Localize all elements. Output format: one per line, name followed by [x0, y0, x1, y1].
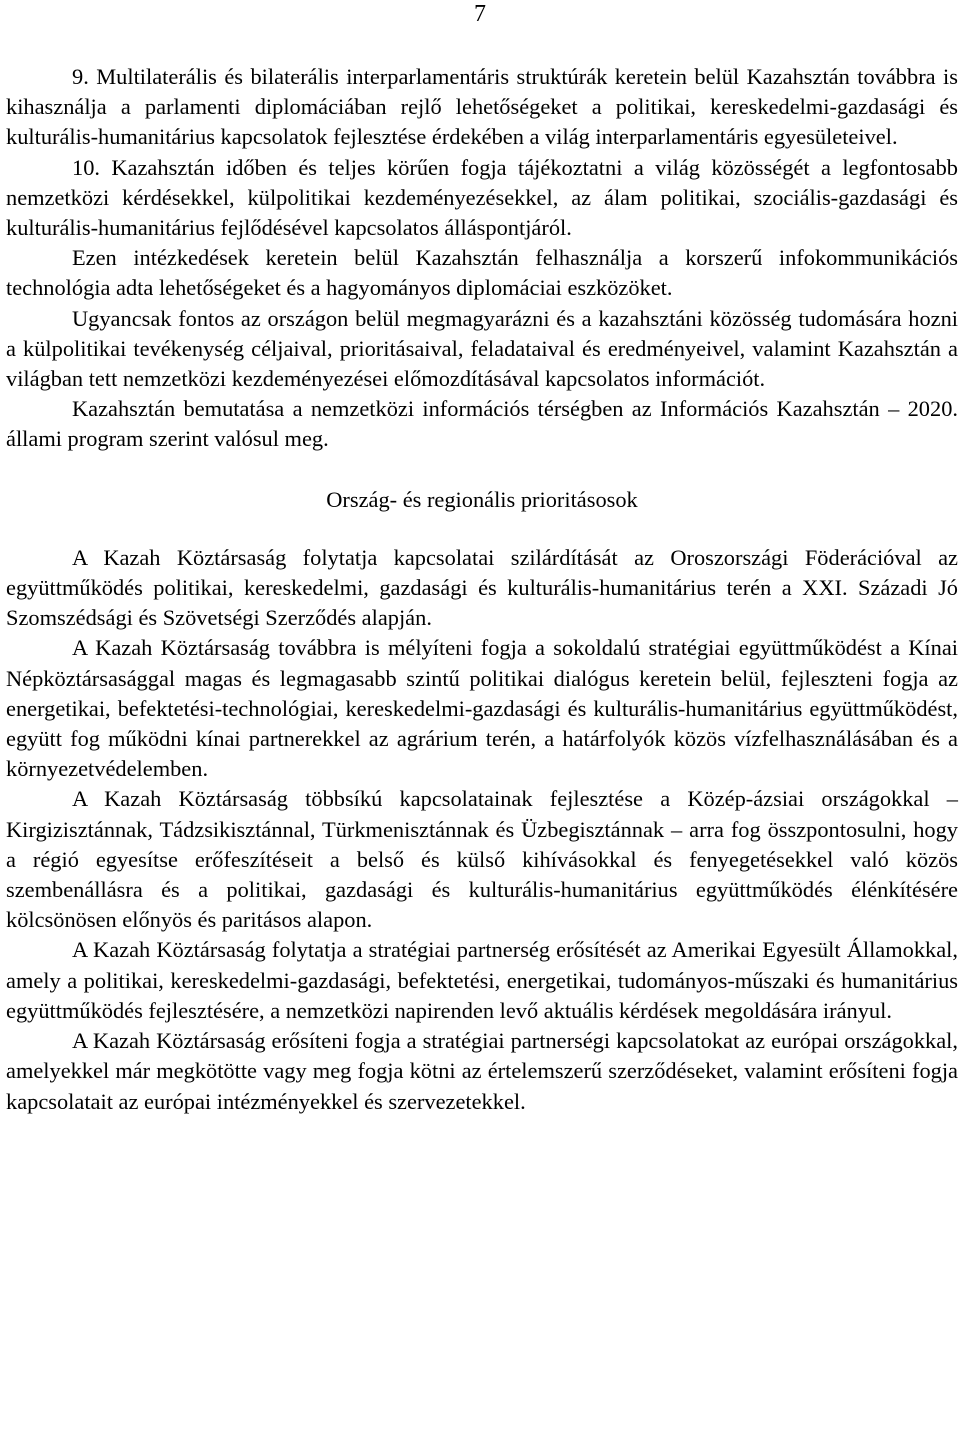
document-body — [6, 62, 958, 1117]
section-heading: Ország- és regionális prioritásosok — [326, 486, 638, 512]
paragraph-9: 9. Multilaterális és bilaterális interparlamentáris struktúrák keretein belül Kazahsztán továbbra is kihasználja a parlamenti diplomáciában rejlő lehetőségeket a politikai, kereskedelmi-gazdasági és kulturális-humanitárius kapcsolatok fejlesztése érdekében a világ interparlamentáris egyesületeivel. — [6, 64, 958, 150]
paragraph-russia: A Kazah Köztársaság folytatja kapcsolatai szilárdítását az Oroszországi Föderációval az együttműködés politikai, kereskedelmi, gazdasági és kulturális-humanitárius terén a XXI. Századi Jó Szomszédsági és Szövetségi Szerződés alapján. — [6, 544, 958, 631]
spacer — [6, 515, 958, 543]
page-number: 7 — [474, 1, 486, 27]
paragraph-china: A Kazah Köztársaság továbbra is mélyíteni fogja a sokoldalú stratégiai együttműködést a Kínai Népköztársasággal magas és legmagasabb szintű politikai dialógus keretein belül, fejleszteni fogja az energetikai, befektetési-technológiai, kereskedelmi-gazdasági és kulturális-humanitárius együttműködést, együtt fog működni kínai partnerekkel az agrárium terén, a határfolyók közös vízfelhasználásában és a környezetvédelemben. — [6, 635, 958, 782]
paragraph-europe: A Kazah Köztársaság erősíteni fogja a stratégiai partnerségi kapcsolatokat az európai országokkal, amelyekkel már megkötötte vagy meg fogja kötni az értelemszerű szerződéseket, valamint erősíteni fogja kapcsolatait az európai intézményekkel és szervezetekkel. — [6, 1028, 958, 1114]
paragraph: Kazahsztán bemutatása a nemzetközi információs térségben az Információs Kazahsztán – 2020. állami program szerint valósul meg. — [6, 396, 958, 452]
paragraph-central-asia: A Kazah Köztársaság többsíkú kapcsolatainak fejlesztése a Közép-ázsiai országokkal – Kirgizisztánnak, Tádzsikisztánnal, Türkmenisztánnak és Üzbegisztánnak – arra fog összpontosulni, hogy a régió egyesítse erőfeszítéseit a belső és külső kihívásokkal és fenyegetésekkel való közös szembenállásra és a politikai, gazdasági és kulturális-humanitárius együttműködés élénkítésére kölcsönösen előnyös és paritásos alapon. — [6, 786, 958, 933]
paragraph: Ezen intézkedések keretein belül Kazahsztán felhasználja a korszerű infokommunikációs technológia adta lehetőségeket és a hagyományos diplomáciai eszközöket. — [6, 245, 958, 301]
spacer — [6, 455, 958, 485]
paragraph: Ugyancsak fontos az országon belül megmagyarázni és a kazahsztáni közösség tudomására hozni a külpolitikai tevékenység céljaival, prioritásaival, feladataival és eredményeivel, valamint Kazahsztán a világban tett nemzetközi kezdeményezései előmozdításával kapcsolatos információt. — [6, 305, 958, 392]
paragraph-10: 10. Kazahsztán időben és teljes körűen fogja tájékoztatni a világ közösségét a legfontosabb nemzetközi kérdésekkel, külpolitikai kezdeményezésekkel, az álam politikai, szociális-gazdasági és kulturális-humanitárius fejlődésével kapcsolatos álláspontjáról. — [6, 154, 958, 241]
paragraph-usa: A Kazah Köztársaság folytatja a stratégiai partnerség erősítését az Amerikai Egyesült Államokkal, amely a politikai, kereskedelmi-gazdasági, befektetési, energetikai, tudományos-műszaki és humanitárius együttműködés fejlesztésére, a nemzetközi napirenden levő aktuális kérdések megoldására irányul. — [6, 937, 958, 1023]
